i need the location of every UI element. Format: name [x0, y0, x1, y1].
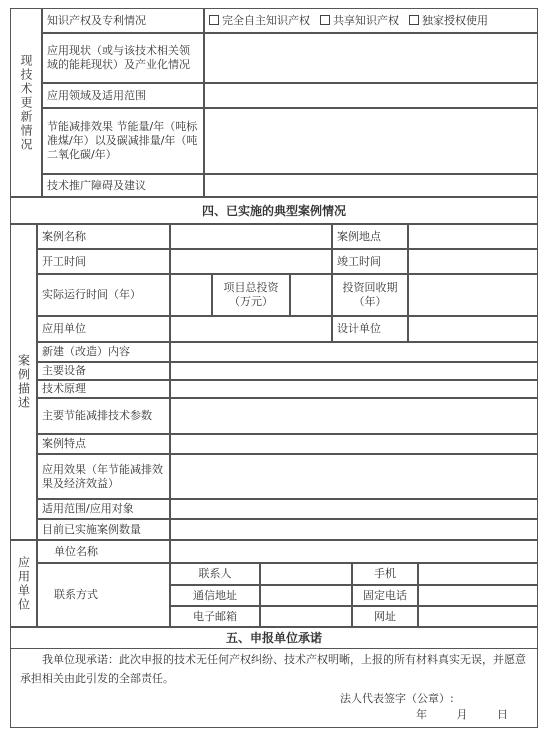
side-label-tech-update: 现技术更新情况 — [10, 8, 42, 197]
start-time-field[interactable] — [170, 249, 332, 274]
scope-object-label: 适用范围/应用对象 — [37, 499, 170, 519]
section4-heading: 四、已实施的典型案例情况 — [10, 197, 538, 224]
address-label: 通信地址 — [170, 585, 260, 606]
payback-label: 投资回收期（年） — [332, 274, 408, 316]
key-params-label: 主要节能减排技术参数 — [37, 398, 170, 434]
finish-time-label: 竣工时间 — [332, 249, 408, 274]
main-equipment-field[interactable] — [170, 362, 538, 380]
case-features-field[interactable] — [170, 434, 538, 454]
design-unit-field[interactable] — [408, 316, 538, 342]
address-field[interactable] — [260, 585, 352, 606]
website-label: 网址 — [352, 606, 418, 627]
date-line: 年 月 日 — [416, 708, 508, 721]
total-investment-label: 项目总投资（万元） — [212, 274, 290, 316]
contact-person-field[interactable] — [260, 563, 352, 585]
case-count-field[interactable] — [170, 519, 538, 540]
website-field[interactable] — [418, 606, 538, 627]
scope-field[interactable] — [204, 83, 538, 108]
checkbox-icon[interactable] — [320, 15, 330, 25]
ip-option-exclusive[interactable] — [409, 14, 488, 28]
ip-option-exclusive-label: 独家授权使用 — [422, 13, 488, 27]
unit-name-field[interactable] — [170, 540, 538, 563]
tech-principle-field[interactable] — [170, 380, 538, 398]
key-params-field[interactable] — [170, 398, 538, 434]
ip-options-cell — [204, 8, 538, 33]
scope-object-field[interactable] — [170, 499, 538, 519]
energy-saving-field[interactable] — [204, 108, 538, 174]
side-label-unit: 应用单位 — [10, 540, 37, 627]
scope-label: 应用领域及适用范围 — [42, 83, 204, 108]
start-time-label: 开工时间 — [37, 249, 170, 274]
ip-option-own[interactable] — [209, 14, 310, 28]
ip-label: 知识产权及专利情况 — [42, 8, 204, 33]
legal-rep-signature-label: 法人代表签字（公章）: — [340, 692, 454, 705]
main-equipment-label: 主要设备 — [37, 362, 170, 380]
checkbox-icon[interactable] — [409, 15, 419, 25]
design-unit-label: 设计单位 — [332, 316, 408, 342]
barrier-label: 技术推广障碍及建议 — [42, 174, 204, 197]
finish-time-field[interactable] — [408, 249, 538, 274]
phone-field[interactable] — [418, 585, 538, 606]
status-label: 应用现状（或与该技术相关领域的能耗现状）及产业化情况 — [42, 33, 204, 83]
side-label-case: 案例描述 — [10, 224, 37, 540]
total-investment-field[interactable] — [290, 274, 332, 316]
contact-person-label: 联系人 — [170, 563, 260, 585]
case-location-field[interactable] — [408, 224, 538, 249]
unit-name-label: 单位名称 — [37, 540, 170, 563]
email-label: 电子邮箱 — [170, 606, 260, 627]
case-name-field[interactable] — [170, 224, 332, 249]
contact-method-label: 联系方式 — [37, 563, 170, 627]
status-field[interactable] — [204, 33, 538, 83]
ip-option-shared-label: 共享知识产权 — [333, 13, 399, 27]
energy-saving-label: 节能减排效果 节能量/年（吨标准煤/年）以及碳减排量/年（吨二氧化碳/年） — [42, 108, 204, 174]
mobile-label: 手机 — [352, 563, 418, 585]
email-field[interactable] — [260, 606, 352, 627]
commitment-statement: 我单位现承诺：此次申报的技术无任何产权纠纷、技术产权明晰，上报的所有材料真实无误，并愿意承担相关由此引发的全部责任。 — [20, 653, 526, 685]
run-time-field[interactable] — [170, 274, 212, 316]
case-features-label: 案例特点 — [37, 434, 170, 454]
new-build-label: 新建（改造）内容 — [37, 342, 170, 362]
section5-heading: 五、申报单位承诺 — [10, 627, 538, 649]
mobile-field[interactable] — [418, 563, 538, 585]
run-time-label: 实际运行时间（年） — [37, 274, 170, 316]
apply-unit-field[interactable] — [170, 316, 332, 342]
effect-field[interactable] — [170, 454, 538, 499]
case-name-label: 案例名称 — [37, 224, 170, 249]
apply-unit-label: 应用单位 — [37, 316, 170, 342]
ip-option-own-label: 完全自主知识产权 — [222, 13, 310, 27]
checkbox-icon[interactable] — [209, 15, 219, 25]
phone-label: 固定电话 — [352, 585, 418, 606]
case-count-label: 目前已实施案例数量 — [37, 519, 170, 540]
new-build-field[interactable] — [170, 342, 538, 362]
effect-label: 应用效果（年节能减排效果及经济效益） — [37, 454, 170, 499]
payback-field[interactable] — [408, 274, 538, 316]
tech-principle-label: 技术原理 — [37, 380, 170, 398]
barrier-field[interactable] — [204, 174, 538, 197]
ip-option-shared[interactable] — [320, 14, 399, 28]
case-location-label: 案例地点 — [332, 224, 408, 249]
